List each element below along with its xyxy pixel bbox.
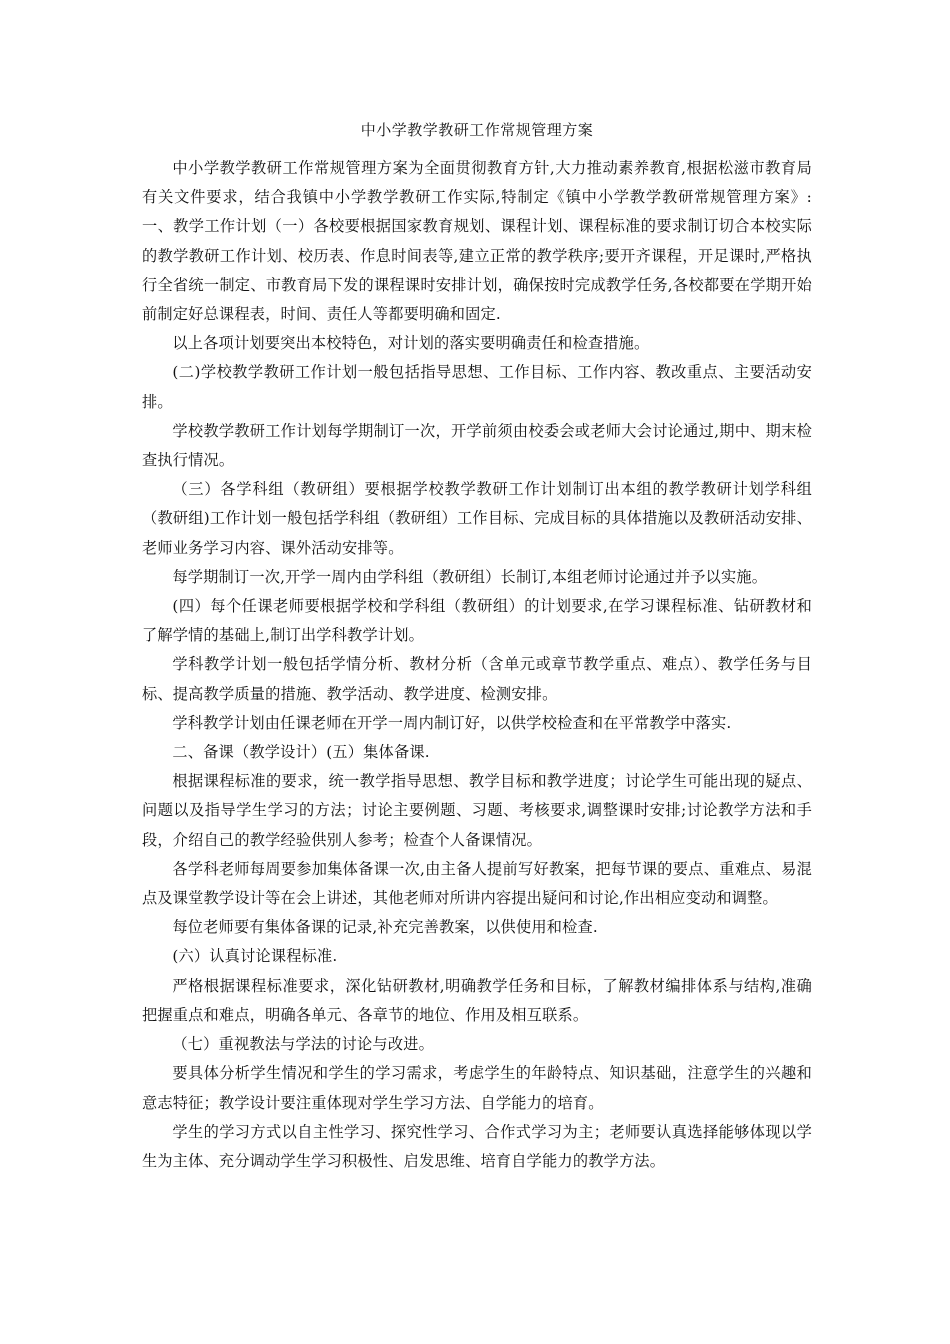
paragraph: 每位老师要有集体备课的记录,补充完善教案，以供使用和检查. — [172, 918, 598, 937]
paragraph: 学生的学习方式以自主性学习、探究性学习、合作式学习为主；老师要认真选择能够体现以学生为主体、充分调动学生学习积极性、启发思维、培育自学能力的教学方法。 — [142, 1122, 812, 1170]
paragraph: 学科教学计划由任课老师在开学一周内制订好，以供学校检查和在平常教学中落实. — [172, 713, 732, 732]
paragraph: （三）各学科组（教研组）要根据学校教学教研工作计划制订出本组的教学教研计划学科组（教研组)工作计划一般包括学科组（教研组）工作目标、完成目标的具体措施以及教研活动安排、老师业务学习内容、课外活动安排等。 — [142, 480, 812, 557]
paragraph: (六）认真讨论课程标准. — [172, 947, 338, 966]
paragraph: 学校教学教研工作计划每学期制订一次，开学前须由校委会或老师大会讨论通过,期中、期末检查执行情况。 — [142, 421, 812, 470]
paragraph: 严格根据课程标准要求，深化钻研教材,明确教学任务和目标，了解教材编排体系与结构,准确把握重点和难点，明确各单元、各章节的地位、作用及相互联系。 — [142, 976, 812, 1024]
paragraph: 二、备课（教学设计）(五）集体备课. — [172, 743, 430, 762]
document-page — [142, 118, 812, 1176]
paragraph: 以上各项计划要突出本校特色，对计划的落实要明确责任和检查措施。 — [172, 334, 650, 353]
paragraph: (四）每个任课老师要根据学校和学科组（教研组）的计划要求,在学习课程标准、钻研教材和了解学情的基础上,制订出学科教学计划。 — [142, 597, 812, 645]
paragraph: 根据课程标准的要求，统一教学指导思想、教学目标和教学进度；讨论学生可能出现的疑点、问题以及指导学生学习的方法；讨论主要例题、习题、考核要求,调整课时安排;讨论教学方法和手段，介绍自己的教学经验供别人参考；检查个人备课情况。 — [142, 772, 812, 849]
paragraph: 每学期制订一次,开学一周内由学科组（教研组）长制订,本组老师讨论通过并予以实施。 — [172, 567, 768, 586]
document-title: 中小学教学教研工作常规管理方案 — [360, 121, 594, 139]
paragraph: 中小学教学教研工作常规管理方案为全面贯彻教育方针,大力推动素养教育,根据松滋市教育局有关文件要求，结合我镇中小学教学教研工作实际,特制定《镇中小学教学教研常规管理方案》:一、教学工作计划（一）各校要根据国家教育规划、课程计划、课程标准的要求制订切合本校实际的教学教研工作计划、校历表、作息时间表等,建立正常的教学秩序;要开齐课程，开足课时,严格执行全省统一制定、市教育局下发的课程课时安排计划，确保按时完成教学任务,各校都要在学期开始前制定好总课程表，时间、责任人等都要明确和固定. — [142, 159, 812, 324]
document-body — [142, 154, 812, 1176]
paragraph: 要具体分析学生情况和学生的学习需求，考虑学生的年龄特点、知识基础，注意学生的兴趣和意志特征；教学设计要注重体现对学生学习方法、自学能力的培育。 — [142, 1064, 812, 1112]
paragraph: 学科教学计划一般包括学情分析、教材分析（含单元或章节教学重点、难点）、教学任务与目标、提高教学质量的措施、教学活动、教学进度、检测安排。 — [142, 655, 812, 703]
paragraph: (二)学校教学教研工作计划一般包括指导思想、工作目标、工作内容、教改重点、主要活动安排。 — [142, 363, 812, 411]
paragraph: （七）重视教法与学法的讨论与改进。 — [172, 1035, 434, 1054]
paragraph: 各学科老师每周要参加集体备课一次,由主备人提前写好教案，把每节课的要点、重难点、易混点及课堂教学设计等在会上讲述，其他老师对所讲内容提出疑问和讨论,作出相应变动和调整。 — [142, 859, 812, 908]
